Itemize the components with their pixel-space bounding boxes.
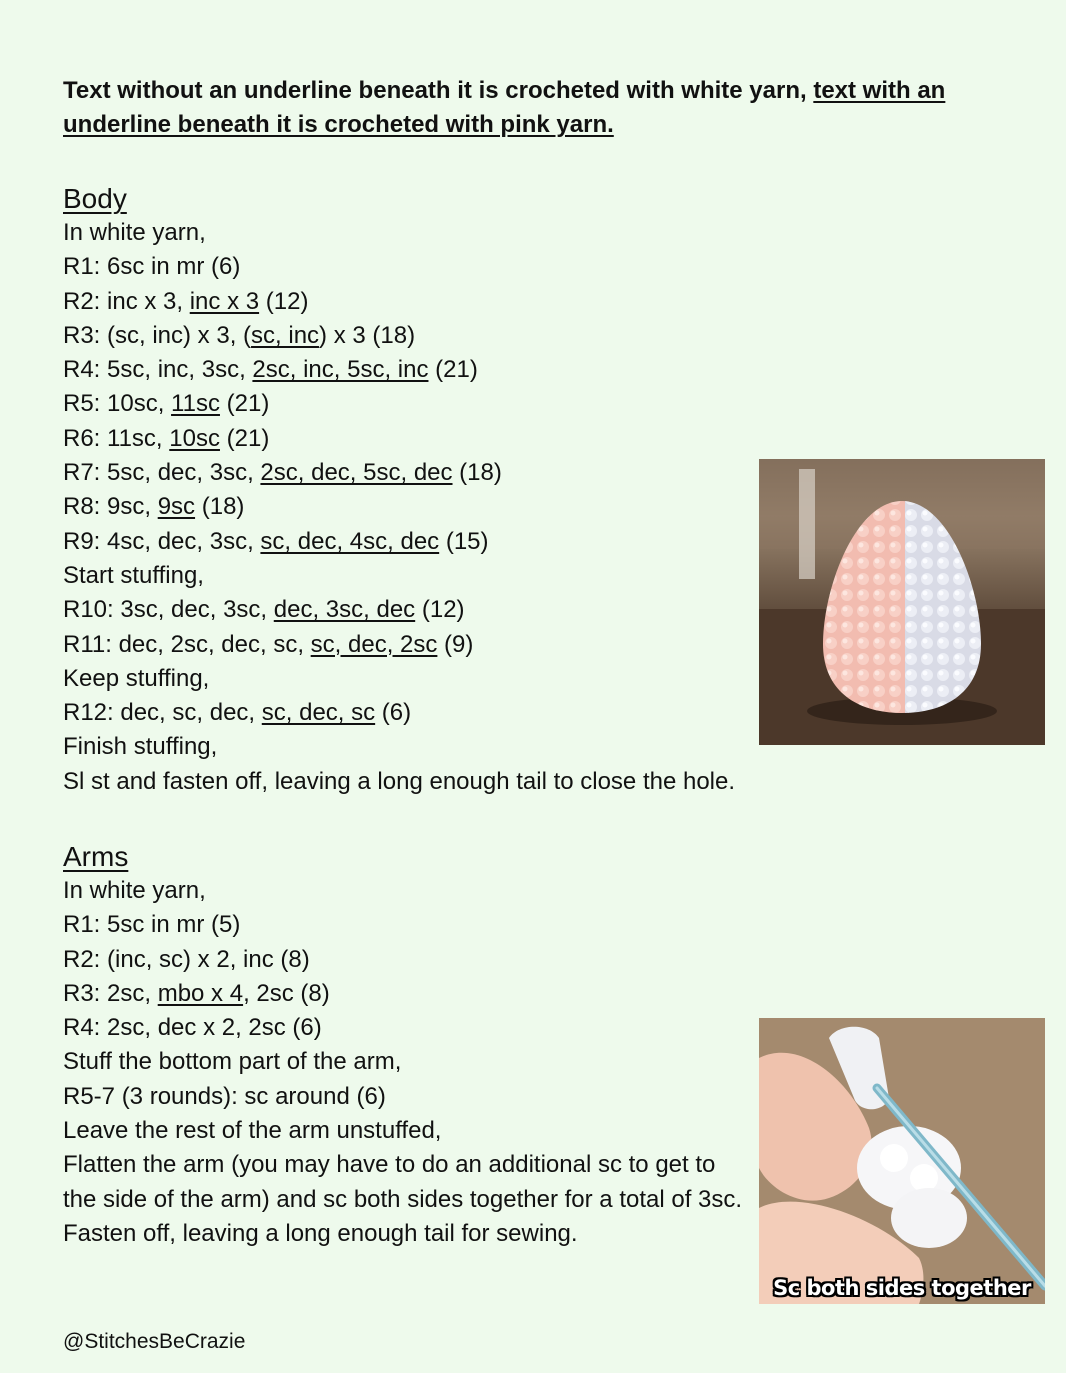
white-yarn-text: R6: 11sc,	[63, 424, 170, 452]
white-yarn-text: Sl st and fasten off, leaving a long enough tail to close the hole.	[63, 767, 736, 795]
instruction-line	[63, 216, 735, 250]
white-yarn-text: R2: (inc, sc) x 2, inc (8)	[63, 945, 310, 973]
instruction-line	[63, 977, 753, 1011]
instruction-line	[63, 422, 735, 456]
arm-photo-caption: Sc both sides together	[773, 1276, 1031, 1300]
white-yarn-text: (21)	[219, 390, 270, 418]
instruction-line	[63, 628, 735, 662]
instruction-line	[63, 662, 735, 696]
pink-yarn-text: sc, dec, 4sc, dec	[260, 527, 440, 555]
body-section	[63, 182, 735, 799]
instruction-line	[63, 456, 735, 490]
white-yarn-text: Keep stuffing,	[63, 664, 210, 692]
white-yarn-text: (15)	[439, 527, 489, 555]
instruction-line	[63, 1217, 753, 1251]
white-yarn-text: (18)	[195, 493, 245, 521]
instruction-line	[63, 908, 753, 942]
white-yarn-text: (9)	[437, 630, 474, 658]
white-yarn-text: R4: 2sc, dec x 2, 2sc (6)	[63, 1014, 322, 1042]
white-yarn-text: R2: inc x 3,	[63, 287, 190, 315]
pink-yarn-text: 11sc	[171, 390, 220, 418]
white-yarn-text: ) x 3 (18)	[319, 321, 416, 349]
arms-section	[63, 840, 753, 1251]
white-yarn-text: In white yarn,	[63, 877, 206, 904]
arm-illustration	[759, 1018, 1045, 1304]
white-yarn-text: Leave the rest of the arm unstuffed,	[63, 1117, 442, 1145]
body-instructions	[63, 216, 735, 799]
white-yarn-text: R10: 3sc, dec, 3sc,	[63, 596, 274, 624]
pink-yarn-text: 9sc	[157, 493, 196, 521]
instruction-line	[63, 1148, 753, 1217]
instruction-line	[63, 1080, 753, 1114]
white-yarn-text: (18)	[452, 459, 502, 487]
instruction-line	[63, 593, 735, 627]
white-yarn-text: R8: 9sc,	[63, 493, 158, 521]
instruction-line	[63, 730, 735, 764]
pink-yarn-text: inc x 3	[189, 287, 260, 315]
instruction-line	[63, 1011, 753, 1045]
pink-yarn-text: 2sc, dec, 5sc, dec	[260, 459, 453, 487]
white-yarn-text: (6)	[375, 699, 412, 727]
pink-yarn-text: 2sc, inc, 5sc, inc	[252, 356, 429, 384]
pink-yarn-text: sc, inc	[251, 321, 320, 349]
egg-body-photo	[759, 459, 1045, 745]
arms-heading: Arms	[63, 841, 129, 872]
white-yarn-text: , 2sc (8)	[243, 979, 330, 1007]
white-yarn-text: Finish stuffing,	[63, 733, 218, 761]
body-heading: Body	[63, 183, 127, 214]
white-yarn-text: R4: 5sc, inc, 3sc,	[63, 356, 253, 384]
white-yarn-text: Fasten off, leaving a long enough tail for sewing.	[63, 1219, 578, 1247]
instruction-line	[63, 1045, 753, 1079]
pink-yarn-text: sc, dec, sc	[261, 699, 376, 727]
instruction-line	[63, 765, 735, 799]
pattern-page	[63, 74, 1023, 1247]
instruction-line	[63, 250, 735, 284]
legend-plain-text: Text without an underline beneath it is crocheted with white yarn,	[63, 77, 814, 104]
instruction-line	[63, 943, 753, 977]
pink-yarn-text: dec, 3sc, dec	[273, 596, 416, 624]
instruction-line	[63, 696, 735, 730]
white-yarn-text: In white yarn,	[63, 219, 206, 246]
white-yarn-text: (21)	[428, 356, 478, 384]
instruction-line	[63, 525, 735, 559]
instruction-line	[63, 387, 735, 421]
instruction-line	[63, 285, 735, 319]
legend-underlined-text: text with an underline beneath it is crocheted with pink yarn.	[63, 77, 946, 138]
pink-yarn-text: sc, dec, 2sc	[310, 630, 438, 658]
egg-illustration	[759, 459, 1045, 745]
author-credit: @StitchesBeCrazie	[63, 1330, 246, 1353]
white-yarn-text: R1: 5sc in mr (5)	[63, 911, 241, 939]
white-yarn-text: R1: 6sc in mr (6)	[63, 253, 241, 281]
white-yarn-text: R12: dec, sc, dec,	[63, 699, 262, 727]
instruction-line	[63, 1114, 753, 1148]
instruction-line	[63, 490, 735, 524]
white-yarn-text: Start stuffing,	[63, 561, 204, 589]
white-yarn-text: Stuff the bottom part of the arm,	[63, 1048, 402, 1076]
white-yarn-text: R5: 10sc,	[63, 390, 172, 418]
white-yarn-text: R7: 5sc, dec, 3sc,	[63, 459, 261, 487]
pink-yarn-text: 10sc	[169, 424, 220, 452]
instruction-line	[63, 353, 735, 387]
white-yarn-text: R3: 2sc,	[63, 979, 158, 1007]
white-yarn-text: R5-7 (3 rounds): sc around (6)	[63, 1082, 386, 1110]
white-yarn-text: (12)	[415, 596, 465, 624]
white-yarn-text: (21)	[219, 424, 270, 452]
white-yarn-text: R3: (sc, inc) x 3, (	[63, 321, 252, 349]
white-yarn-text: (12)	[259, 287, 309, 315]
instruction-line	[63, 874, 753, 908]
instruction-line	[63, 319, 735, 353]
white-yarn-text: Flatten the arm (you may have to do an additional sc to get to the side of the arm) and sc both sides together for a total of 3sc.	[63, 1151, 743, 1213]
white-yarn-text: R9: 4sc, dec, 3sc,	[63, 527, 261, 555]
arms-instructions	[63, 874, 753, 1251]
white-yarn-text: R11: dec, 2sc, dec, sc,	[63, 630, 311, 658]
arm-photo	[759, 1018, 1045, 1304]
pink-yarn-text: mbo x 4	[157, 979, 244, 1007]
instruction-line	[63, 559, 735, 593]
yarn-legend	[63, 74, 1023, 142]
